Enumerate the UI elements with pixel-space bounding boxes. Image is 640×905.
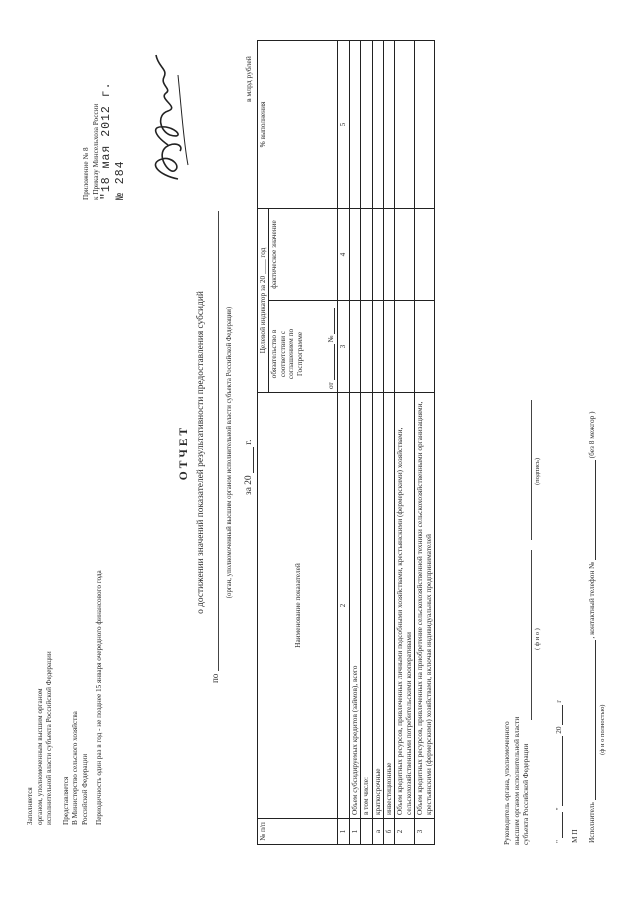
executor-row bbox=[587, 411, 596, 843]
head-fio-line bbox=[531, 550, 532, 720]
table-row bbox=[361, 40, 372, 844]
row-actual-cell[interactable] bbox=[361, 208, 372, 300]
row-actual-cell[interactable] bbox=[372, 208, 383, 300]
stamp-line-6: Российской Федерации bbox=[80, 753, 89, 825]
obligation-from-label: от bbox=[326, 382, 335, 389]
row-obligation-cell[interactable] bbox=[395, 301, 415, 393]
stamp-line-7: Периодичность один раз в год - не позднее 15 января очередного финансового года bbox=[94, 570, 103, 825]
table-row bbox=[415, 40, 435, 844]
row-obligation-cell[interactable] bbox=[361, 301, 372, 393]
head-line-3: субъекта Российской Федерации bbox=[521, 743, 531, 845]
row-name: в том числе: bbox=[361, 393, 372, 819]
row-name: Объем субсидируемых кредитов (займов), всего bbox=[349, 393, 360, 819]
header-target: Целевой индикатор за 20 ____ год bbox=[258, 208, 269, 392]
period-suffix: г. bbox=[244, 439, 254, 445]
stamp-line-4: Представляется bbox=[61, 776, 70, 825]
head-block bbox=[502, 717, 531, 845]
row-num: 2 bbox=[395, 819, 415, 845]
obligation-number-blank bbox=[327, 308, 335, 334]
obligation-date-blank bbox=[327, 344, 335, 380]
date-month-blank bbox=[555, 736, 563, 806]
header-actual: фактическое значение bbox=[269, 208, 338, 300]
executor-fio-caption: (ф и о полностью) bbox=[599, 704, 606, 755]
head-signature-line bbox=[531, 400, 532, 540]
col-number-1: 1 bbox=[338, 819, 349, 845]
head-fio-caption: ( ф и о ) bbox=[534, 628, 541, 650]
executor-fio-blank bbox=[588, 640, 596, 800]
period-prefix: за 20 bbox=[244, 475, 254, 495]
date-quote-open: " bbox=[554, 840, 563, 843]
row-percent-cell[interactable] bbox=[415, 40, 435, 208]
row-obligation-cell[interactable] bbox=[372, 301, 383, 393]
organ-caption: (орган, уполномоченный высшим органом исполнительной власти субъекта Российской Федерации) bbox=[226, 306, 233, 599]
row-name: инвестиционные bbox=[384, 393, 395, 819]
row-name: Объем кредитных ресурсов, привлеченных на приобретение сельскохозяйственной техники сельскохозяйственными организациями, крестьянскими (фермерскими) хозяйствами, включая индивидуальных предпринимателей bbox=[415, 393, 435, 819]
obligation-no-label: № bbox=[326, 335, 335, 343]
unit-label: в млрд рублей bbox=[244, 56, 253, 102]
col-number-5: 5 bbox=[338, 40, 349, 208]
report-title: ОТЧЕТ bbox=[178, 424, 190, 481]
phone-blank bbox=[588, 460, 596, 560]
row-num: б bbox=[384, 819, 395, 845]
seal-label: М П bbox=[570, 829, 579, 843]
row-num bbox=[361, 819, 372, 845]
report-subtitle: о достижении значений показателей результативности предоставления субсидий bbox=[196, 291, 206, 614]
date-year-blank bbox=[555, 705, 563, 725]
report-period bbox=[244, 440, 254, 495]
row-percent-cell[interactable] bbox=[349, 40, 360, 208]
head-signature-caption: (подпись) bbox=[534, 458, 541, 485]
row-percent-cell[interactable] bbox=[395, 40, 415, 208]
organ-fill-line bbox=[218, 211, 219, 671]
row-num: 3 bbox=[415, 819, 435, 845]
date-g: г bbox=[554, 699, 563, 703]
date-year-prefix: 20 bbox=[554, 726, 563, 734]
order-date: "18 мая 2012 г. bbox=[100, 81, 113, 200]
stamp-line-1: Заполняется bbox=[26, 787, 34, 825]
row-obligation-cell[interactable] bbox=[349, 301, 360, 393]
col-number-4: 4 bbox=[338, 208, 349, 300]
indicators-table bbox=[257, 40, 435, 845]
header-obligation-text: обязательство в соответствии с соглашением по Госпрограмме bbox=[269, 328, 304, 380]
row-name: краткосрочные bbox=[372, 393, 383, 819]
head-line-2: высшим органом исполнительной власти bbox=[511, 716, 521, 845]
row-percent-cell[interactable] bbox=[361, 40, 372, 208]
row-obligation-cell[interactable] bbox=[415, 301, 435, 393]
col-number-2: 2 bbox=[338, 393, 349, 819]
table-row bbox=[349, 40, 360, 844]
row-num: 1 bbox=[349, 819, 360, 845]
date-quote-close: " bbox=[554, 807, 563, 811]
header-percent: % выполнения bbox=[258, 40, 338, 208]
phone-label: , контактный телефон № bbox=[587, 561, 596, 639]
row-actual-cell[interactable] bbox=[349, 208, 360, 300]
date-day-blank bbox=[555, 812, 563, 838]
stamp-line-3: исполнительной власти субъекта Российской Федерации bbox=[45, 651, 54, 825]
period-year-blank bbox=[246, 447, 254, 473]
col-number-3: 3 bbox=[338, 301, 349, 393]
row-percent-cell[interactable] bbox=[372, 40, 383, 208]
table-row bbox=[384, 40, 395, 844]
row-num: а bbox=[372, 819, 383, 845]
row-actual-cell[interactable] bbox=[384, 208, 395, 300]
stamp-line-2: органом, уполномоченным высшим органом bbox=[35, 688, 44, 825]
row-percent-cell[interactable] bbox=[384, 40, 395, 208]
row-actual-cell[interactable] bbox=[395, 208, 415, 300]
order-number: № 284 bbox=[114, 160, 127, 200]
stamp-block bbox=[26, 570, 104, 825]
header-name: Наименование показателей bbox=[258, 393, 338, 819]
appendix-reference bbox=[82, 104, 101, 200]
po-label: по bbox=[210, 673, 220, 683]
row-name: Объем кредитных ресурсов, привлеченных личными подсобными хозяйствами, крестьянскими (фермерскими) хозяйствами, сельскохозяйственными потребительскими кооперативами bbox=[395, 393, 415, 819]
row-actual-cell[interactable] bbox=[415, 208, 435, 300]
head-line-1: Руководитель органа, уполномоченного bbox=[502, 721, 511, 845]
date-row bbox=[554, 700, 563, 843]
header-obligation bbox=[269, 301, 338, 393]
executor-label: Исполнитель bbox=[587, 802, 596, 843]
column-numbers-row bbox=[338, 40, 349, 844]
obligation-ref bbox=[327, 308, 335, 389]
appendix-line-2: к Приказу Минсельхоза России bbox=[91, 103, 100, 200]
row-obligation-cell[interactable] bbox=[384, 301, 395, 393]
stamp-line-5: В Министерство сельского хозяйства bbox=[71, 711, 80, 825]
table-row bbox=[395, 40, 415, 844]
appendix-line-1: Приложение № 8 bbox=[82, 147, 90, 200]
header-num: № п/п bbox=[258, 819, 338, 845]
table-row bbox=[372, 40, 383, 844]
phone-note: (без 8 межгор ) bbox=[587, 411, 596, 459]
